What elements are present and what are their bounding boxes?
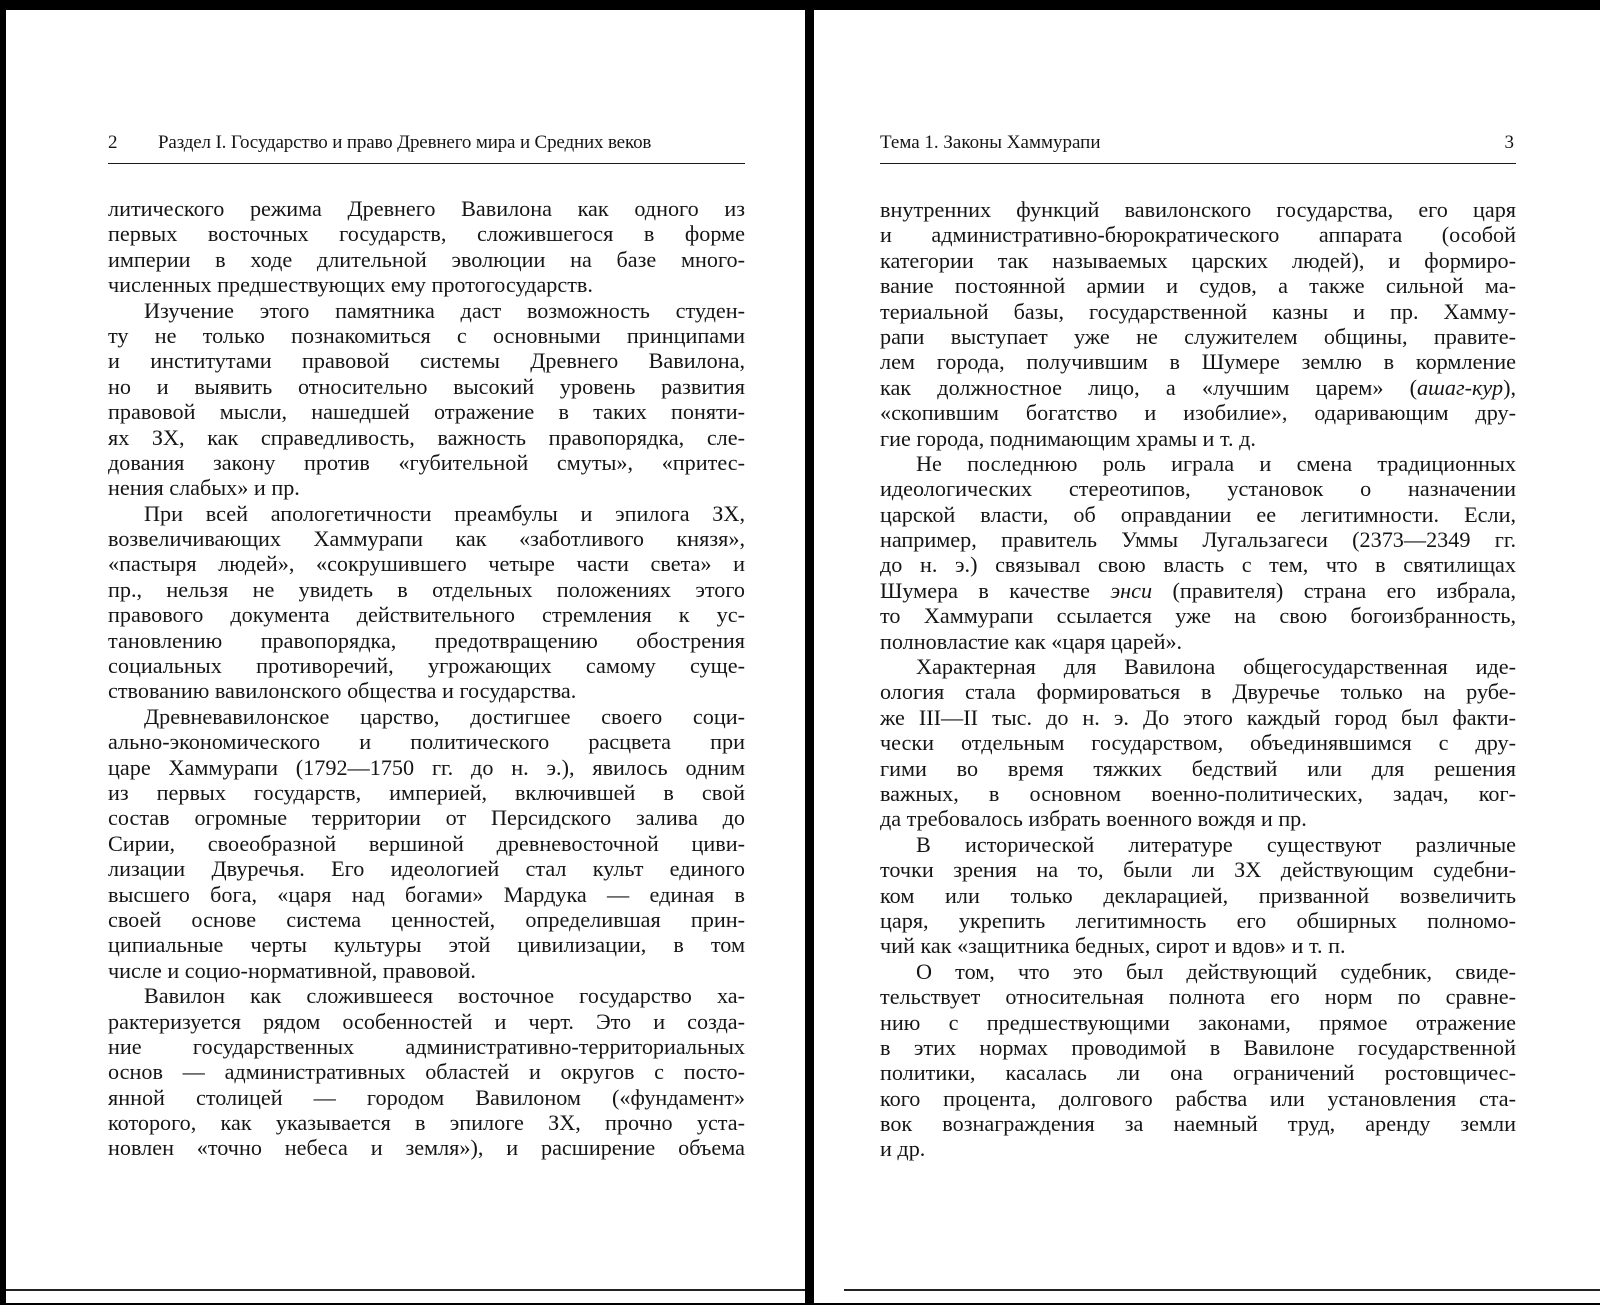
text-line: ту не только познакомиться с основными принципами xyxy=(108,322,745,348)
text-line: царе Хаммурапи (1792—1750 гг. до н. э.), явилось одним xyxy=(108,754,745,780)
text-line: правовой мысли, нашедшей отражение в таких поняти- xyxy=(108,399,745,425)
text-line: «пастыря людей», «сокрушившего четыре части света» и xyxy=(108,551,745,577)
text-line: категории так называемых царских людей), и формиро- xyxy=(880,247,1516,273)
page-text xyxy=(108,196,745,1161)
text-line: вок вознаграждения за наемный труд, аренду земли xyxy=(880,1111,1516,1137)
text-line: лизации Двуречья. Его идеологией стал культ единого xyxy=(108,856,745,882)
text-line: пр., нельзя не увидеть в отдельных положениях этого xyxy=(108,576,745,602)
text-line: ствованию вавилонского общества и государства. xyxy=(108,678,577,704)
running-header xyxy=(108,129,745,164)
text-line: рактеризуется рядом особенностей и черт. Это и созда- xyxy=(108,1008,745,1034)
text-line: полновластие как «царя царей». xyxy=(880,628,1183,654)
text-line: из первых государств, империей, включившей в свой xyxy=(108,779,745,805)
text-line: О том, что это был действующий судебник, свиде- xyxy=(916,958,1516,984)
text-line: своей основе система ценностей, определившая прин- xyxy=(108,906,745,932)
text-line: и др. xyxy=(880,1136,926,1162)
text-line: ние государственных административно-территориальных xyxy=(108,1033,745,1059)
italic-term: энси xyxy=(1110,577,1153,603)
text-line: тановлению правопорядка, предотвращению обострения xyxy=(108,627,745,653)
page-number: 3 xyxy=(1504,132,1514,153)
text-line: первых восточных государств, сложившегося в форме xyxy=(108,221,745,247)
text-line: новлен «точно небеса и земля»), и расширение объема xyxy=(108,1135,745,1161)
text-line: ях ЗХ, как справедливость, важность правопорядка, сле- xyxy=(108,424,745,450)
text-line: до н. э.) связывал свою власть с тем, что в святилищах xyxy=(880,552,1516,578)
text-line: правового документа действительного стремления к ус- xyxy=(108,602,745,628)
text-line: численных предшествующих ему протогосударств. xyxy=(108,272,593,298)
text-line: В исторической литературе существуют различные xyxy=(916,831,1516,857)
text-line: дования закону против «губительной смуты», «притес- xyxy=(108,449,745,475)
text-line: царской власти, об оправдании ее легитимности. Если, xyxy=(880,501,1516,527)
text-line: в этих нормах проводимой в Вавилоне государственной xyxy=(880,1034,1516,1060)
text-line: состав огромные территории от Персидского залива до xyxy=(108,805,745,831)
text-line: тельствует относительная полнота его норм по сравне- xyxy=(880,984,1516,1010)
right-page xyxy=(814,10,1600,1303)
text-line: вание постоянной армии и судов, а также сильной ма- xyxy=(880,273,1516,299)
text-line: например, правитель Уммы Лугальзагеси (2373—2349 гг. xyxy=(880,527,1516,553)
text-line: Вавилон как сложившееся восточное государство ха- xyxy=(144,983,745,1009)
text-line: литического режима Древнего Вавилона как одного из xyxy=(108,196,745,221)
italic-term: ашаг-кур xyxy=(1417,374,1504,400)
text-line: и административно-бюрократического аппарата (особой xyxy=(880,222,1516,248)
text-line: лем города, получившим в Шумере землю в кормление xyxy=(880,349,1516,375)
text-line: Изучение этого памятника даст возможность студен- xyxy=(144,297,745,323)
text-line: янной столицей — городом Вавилоном («фундамент» xyxy=(108,1084,745,1110)
text-line: Древневавилонское царство, достигшее своего соци- xyxy=(144,703,745,729)
text-line: гими во время тяжких бедствий или для решения xyxy=(880,755,1516,781)
text-line: рапи выступает уже не служителем общины, правите- xyxy=(880,323,1516,349)
text-line: кого процента, долгового рабства или установления ста- xyxy=(880,1085,1516,1111)
page-bottom-edge xyxy=(6,1289,805,1291)
text-line: ком или только декларацией, призванной возвеличить xyxy=(880,882,1516,908)
text-line: высшего бога, «царя над богами» Мардука — единая в xyxy=(108,881,745,907)
page-number: 2 xyxy=(108,132,118,153)
text-line: нения слабых» и пр. xyxy=(108,475,300,501)
topic-title: Тема 1. Законы Хаммурапи xyxy=(880,132,1101,153)
text-line: чий как «защитника бедных, сирот и вдов» и т. п. xyxy=(880,933,1346,959)
text-line: важных, в основном военно-политических, задач, ког- xyxy=(880,780,1516,806)
text-line: царя, укрепить легитимность его обширных полномо- xyxy=(880,907,1516,933)
text-line: ципиальные черты культуры этой цивилизации, в том xyxy=(108,932,745,958)
text-line: «скопившим богатство и изобилие», одаривающим дру- xyxy=(880,400,1516,426)
text-line: же III—II тыс. до н. э. До этого каждый город был факти- xyxy=(880,704,1516,730)
running-header xyxy=(880,129,1516,164)
text-line: то Хаммурапи ссылается уже на свою богоизбранность, xyxy=(880,603,1516,629)
text-line: Характерная для Вавилона общегосударственная иде- xyxy=(916,654,1516,680)
text-line: ально-экономического и политического расцвета при xyxy=(108,729,745,755)
page-text xyxy=(880,197,1516,1162)
text-line: но и выявить относительно высокий уровень развития xyxy=(108,373,745,399)
page-bottom-edge xyxy=(844,1289,1600,1291)
text-line: империи в ходе длительной эволюции на базе много- xyxy=(108,246,745,272)
text-line: числе и социо-нормативной, правовой. xyxy=(108,957,476,983)
text-line: как должностное лицо, а «лучшим царем» (ашаг-кур), xyxy=(880,374,1516,400)
text-line: и институтами правовой системы Древнего Вавилона, xyxy=(108,348,745,374)
text-line: чески отдельным государством, объединявшимся с дру- xyxy=(880,730,1516,756)
text-line: При всей апологетичности преамбулы и эпилога ЗХ, xyxy=(144,500,745,526)
section-title: Раздел I. Государство и право Древнего мира и Средних веков xyxy=(158,132,652,153)
text-line: точки зрения на то, были ли ЗХ действующим судебни- xyxy=(880,857,1516,883)
text-line: териальной базы, государственной казны и пр. Хамму- xyxy=(880,298,1516,324)
text-line: идеологических стереотипов, установок о назначении xyxy=(880,476,1516,502)
text-line: социальных противоречий, угрожающих самому суще- xyxy=(108,653,745,679)
text-line: гие города, поднимающим храмы и т. д. xyxy=(880,425,1256,451)
left-page xyxy=(6,10,805,1303)
text-line: возвеличивающих Хаммурапи как «заботливого князя», xyxy=(108,526,745,552)
text-line: основ — административных областей и округов с посто- xyxy=(108,1059,745,1085)
text-line: Сирии, своеобразной вершиной древневосточной циви- xyxy=(108,830,745,856)
text-line: внутренних функций вавилонского государства, его царя xyxy=(880,197,1516,222)
text-line: которого, как указывается в эпилоге ЗХ, прочно уста- xyxy=(108,1110,745,1136)
text-line: политики, касалась ли она ограничений ростовщичес- xyxy=(880,1060,1516,1086)
text-line: Не последнюю роль играла и смена традиционных xyxy=(916,450,1516,476)
text-line: нию с предшествующими законами, прямое отражение xyxy=(880,1009,1516,1035)
text-line: да требовалось избрать военного вождя и пр. xyxy=(880,806,1307,832)
text-line: ология стала формироваться в Двуречье только на рубе- xyxy=(880,679,1516,705)
text-line: Шумера в качестве энси (правителя) страна его избрала, xyxy=(880,577,1516,603)
